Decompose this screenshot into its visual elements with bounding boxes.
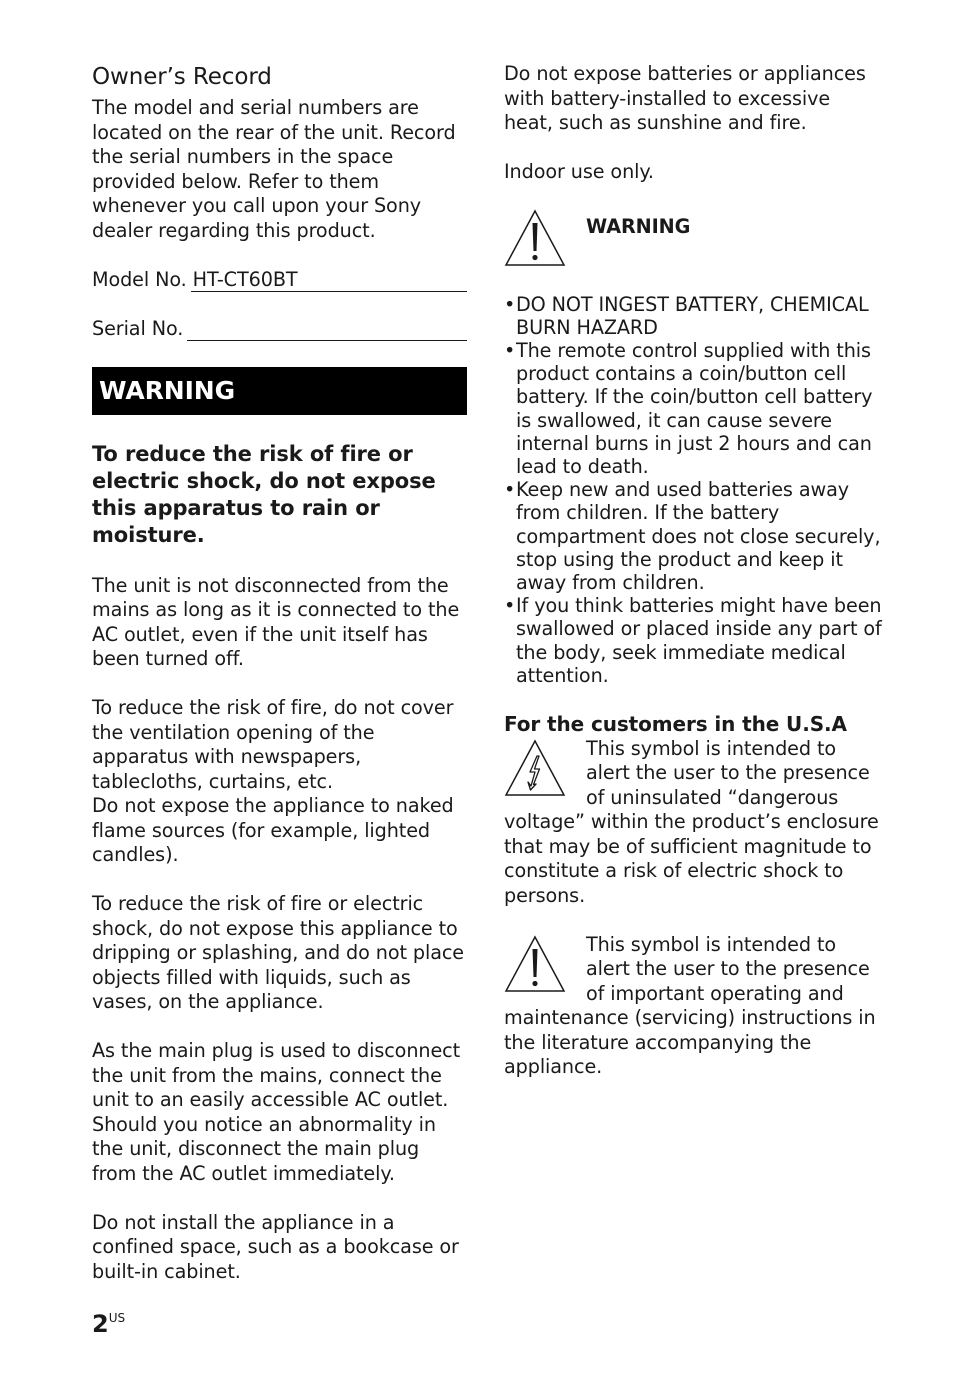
list-item: • DO NOT INGEST BATTERY, CHEMICAL BURN HAZARD <box>504 293 884 339</box>
warning-box <box>504 209 884 269</box>
serial-label: Serial No. <box>92 316 184 340</box>
list-item: • The remote control supplied with this product contains a coin/button cell battery. If the coin/button cell battery is swallowed, it can cause severe internal burns in just 2 hours and can lead to death. <box>504 339 884 478</box>
model-label: Model No. <box>92 267 187 291</box>
warning-label: WARNING <box>586 214 691 238</box>
page-number <box>92 1310 125 1338</box>
warning-lead: To reduce the risk of fire or electric shock, do not expose this apparatus to rain or moisture. <box>92 442 436 547</box>
symbol-voltage-text: This symbol is intended to alert the user to the presence of uninsulated “dangerous voltage” within the product’s enclosure that may be of sufficient magnitude to constitute a risk of electric shock to persons. <box>504 736 879 907</box>
paragraph-naked-flame: Do not expose the appliance to naked flame sources (for example, lighted candles). <box>92 794 454 866</box>
list-item: • Keep new and used batteries away from children. If the battery compartment does not close securely, stop using the product and keep it away from children. <box>504 478 884 594</box>
lightning-triangle-icon <box>504 739 566 797</box>
symbol-instructions-text: This symbol is intended to alert the user to the presence of important operating and maintenance (servicing) instructions in the literature accompanying the appliance. <box>504 932 876 1079</box>
model-number-field <box>92 268 467 293</box>
battery-warning-list <box>504 293 884 687</box>
left-column <box>92 62 467 1284</box>
page-number-suffix: US <box>108 1311 126 1325</box>
paragraph-dripping: To reduce the risk of fire or electric shock, do not expose this appliance to dripping or splashing, and do not place objects filled with liquids, such as vases, on the appliance. <box>92 892 465 1013</box>
right-column <box>504 62 884 1080</box>
owners-record-title: Owner’s Record <box>92 64 272 90</box>
model-value: HT-CT60BT <box>191 269 467 292</box>
symbol-instructions-block <box>504 933 884 1080</box>
list-item: • If you think batteries might have been swallowed or placed inside any part of the body, seek immediate medical attention. <box>504 594 884 687</box>
paragraph-indoor: Indoor use only. <box>504 160 654 183</box>
owners-record-text: The model and serial numbers are located on the rear of the unit. Record the serial numbers in the space provided below. Refer to them whenever you call upon your Sony dealer regarding this product. <box>92 96 456 242</box>
paragraph-confined-space: Do not install the appliance in a confined space, such as a bookcase or built-in cabinet. <box>92 1210 459 1283</box>
usa-heading: For the customers in the U.S.A <box>504 711 847 736</box>
paragraph-main-plug: As the main plug is used to disconnect the unit from the mains, connect the unit to an easily accessible AC outlet. Should you notice an abnormality in the unit, disconnect the main plug from the AC outlet immediately. <box>92 1039 461 1185</box>
exclamation-triangle-icon <box>504 935 566 993</box>
serial-number-field <box>92 317 467 342</box>
paragraph-ventilation: To reduce the risk of fire, do not cover the ventilation opening of the apparatus with newspapers, tablecloths, curtains, etc. <box>92 696 454 793</box>
warning-heading: WARNING <box>92 367 467 415</box>
paragraph-disconnect: The unit is not disconnected from the mains as long as it is connected to the AC outlet, even if the unit itself has been turned off. <box>92 573 460 670</box>
exclamation-triangle-icon <box>504 209 566 267</box>
symbol-voltage-block <box>504 737 884 909</box>
serial-value-blank <box>187 318 467 341</box>
paragraph-battery-heat: Do not expose batteries or appliances with battery-installed to excessive heat, such as sunshine and fire. <box>504 62 866 134</box>
page-number-value: 2 <box>92 1310 109 1338</box>
